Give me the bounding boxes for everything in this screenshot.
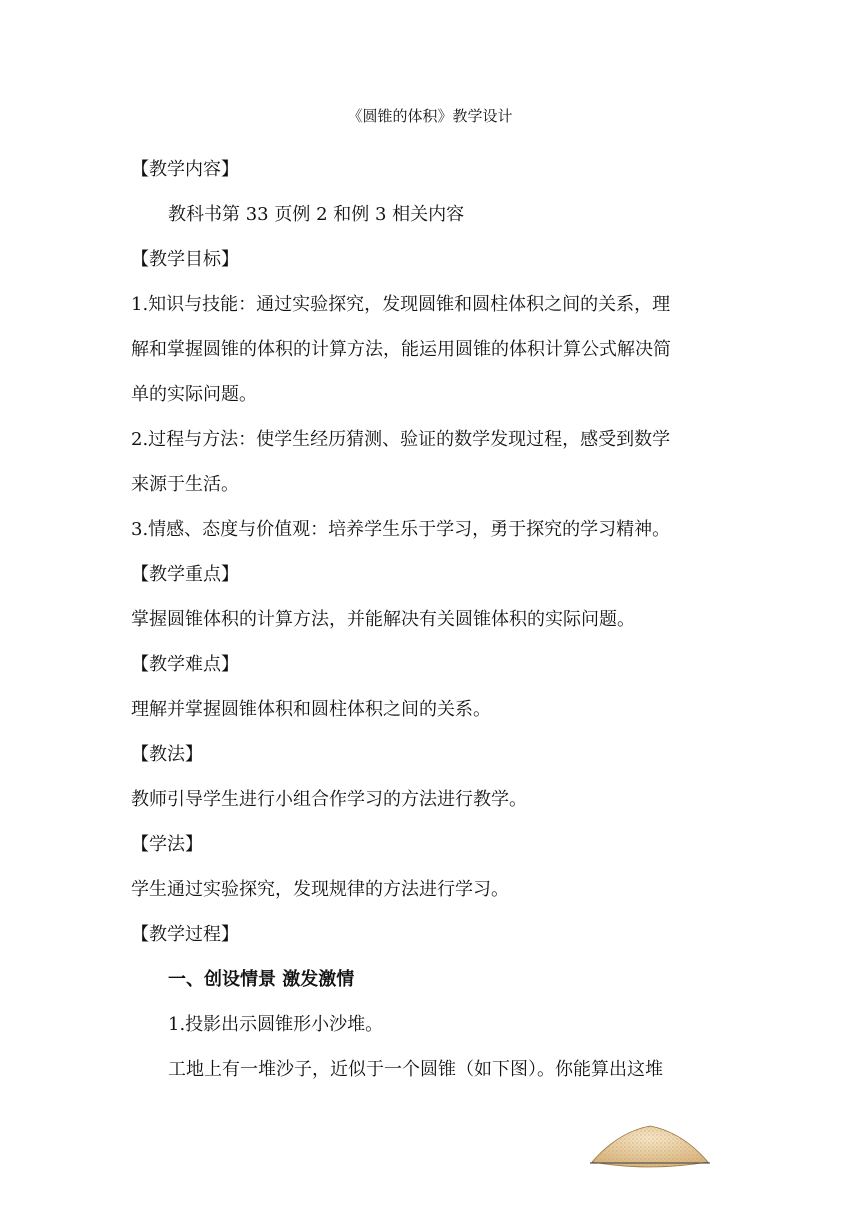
step-1-heading: 一、创设情景 激发激情	[168, 969, 355, 990]
goal-2-line-1: 2.过程与方法：使学生经历猜测、验证的数学发现过程，感受到数学	[131, 429, 671, 450]
goal-1-line-2: 解和掌握圆锥的体积的计算方法，能运用圆锥的体积计算公式解决简	[131, 339, 671, 360]
document-title: 《圆锥的体积》教学设计	[347, 107, 513, 125]
section-heading-difficulties: 【教学难点】	[131, 654, 239, 675]
step-1-item-1: 1.投影出示圆锥形小沙堆。	[168, 1014, 384, 1035]
difficulties-text: 理解并掌握圆锥体积和圆柱体积之间的关系。	[131, 699, 491, 720]
section-heading-study-method: 【学法】	[131, 834, 203, 855]
section-heading-goals: 【教学目标】	[131, 249, 239, 270]
goal-1-line-3: 单的实际问题。	[131, 384, 257, 405]
key-points-text: 掌握圆锥体积的计算方法，并能解决有关圆锥体积的实际问题。	[131, 609, 635, 630]
goal-3-line-1: 3.情感、态度与价值观：培养学生乐于学习，勇于探究的学习精神。	[131, 519, 671, 540]
section-heading-process: 【教学过程】	[131, 924, 239, 945]
section-heading-key-points: 【教学重点】	[131, 564, 239, 585]
section-heading-teaching-method: 【教法】	[131, 744, 203, 765]
teaching-method-text: 教师引导学生进行小组合作学习的方法进行教学。	[131, 789, 527, 810]
study-method-text: 学生通过实验探究，发现规律的方法进行学习。	[131, 879, 509, 900]
goal-1-line-1: 1.知识与技能：通过实验探究，发现圆锥和圆柱体积之间的关系，理	[131, 294, 671, 315]
content-text: 教科书第 33 页例 2 和例 3 相关内容	[168, 204, 465, 225]
goal-2-line-2: 来源于生活。	[131, 474, 239, 495]
step-1-text: 工地上有一堆沙子，近似于一个圆锥（如下图）。你能算出这堆	[168, 1059, 663, 1080]
section-heading-content: 【教学内容】	[131, 159, 239, 180]
sand-pile-illustration	[588, 1122, 712, 1174]
